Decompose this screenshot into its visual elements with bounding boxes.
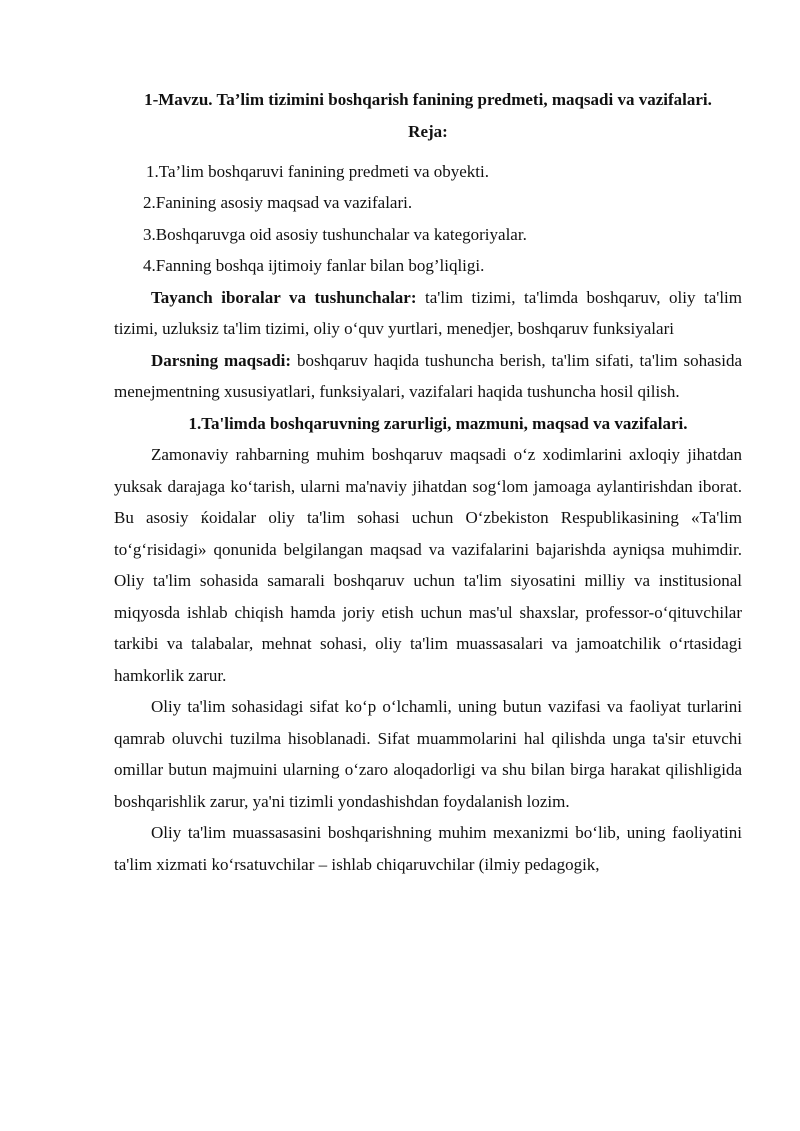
key-terms-text: ta'lim tizimi, ta'limda boshqaruv, oliy ta'lim tizimi, uzluksiz ta'lim tizimi, oliy oʻquv yurtlari, menedjer, boshqaruv funksiyalari: [114, 287, 742, 338]
document-title: 1-Mavzu. Ta’lim tizimini boshqarish fanining predmeti, maqsadi va vazifalari.: [144, 90, 712, 109]
body-paragraph: Oliy ta'lim muassasasini boshqarishning muhim mexanizmi boʻlib, uning faoliyatini ta'lim xizmati koʻrsatuvchilar – ishlab chiqaruvchilar (ilmiy pedagogik,: [114, 823, 742, 874]
document-page: [114, 84, 742, 880]
plan-list: [114, 156, 742, 282]
body-paragraph: Zamonaviy rahbarning muhim boshqaruv maqsadi oʻz xodimlarini axloqiy jihatdan yuksak darajaga koʻtarish, ularni ma'naviy jihatdan sogʻlom jamoaga aylantirishdan iborat. Bu asosiy ќoidalar oliy ta'lim sohasi uchun Oʻzbekiston Respublikasining «Ta'lim toʻgʻrisidagi» qonunida belgilangan maqsad va vazifalarini bajarishda ayniqsa muhimdir. Oliy ta'lim sohasida samarali boshqaruv uchun ta'lim siyosatini milliy va institusional miqyosda ishlab chiqish hamda joriy etish uchun mas'ul shaxslar, professor-oʻqituvchilar tarkibi va talabalar, mehnat sohasi, oliy ta'lim muassasalari va jamoatchilik oʻrtasidagi hamkorlik zarur.: [114, 445, 742, 685]
plan-item: 4.Fanning boshqa ijtimoiy fanlar bilan bog’liqligi.: [143, 256, 485, 275]
section-heading: 1.Ta'limda boshqaruvning zarurligi, mazmuni, maqsad va vazifalari.: [188, 413, 688, 433]
key-terms-paragraph: [114, 282, 742, 345]
lesson-goal-text: boshqaruv haqida tushuncha berish, ta'lim sifati, ta'lim sohasida menejmentning xususiyatlari, funksiyalari, vazifalari haqida tushuncha hosil qilish.: [114, 350, 743, 401]
key-terms-label: Tayanch iboralar va tushunchalar:: [151, 287, 417, 307]
plan-item: 3.Boshqaruvga oid asosiy tushunchalar va kategoriyalar.: [143, 224, 527, 244]
plan-heading: Reja:: [408, 122, 448, 141]
plan-item: 1.Ta’lim boshqaruvi fanining predmeti va obyekti.: [146, 161, 489, 181]
lesson-goal-label: Darsning maqsadi:: [151, 350, 292, 370]
lesson-goal-paragraph: [114, 345, 742, 408]
plan-item: 2.Fanining asosiy maqsad va vazifalari.: [143, 193, 413, 212]
body-paragraph: Oliy ta'lim sohasidagi sifat koʻp oʻlchamli, uning butun vazifasi va faoliyat turlarini qamrab oluvchi tuzilma hisoblanadi. Sifat muammolarini hal qilishda unga ta'sir etuvchi omillar butun majmuini ularning oʻzaro aloqadorligi va shu bilan birga harakat qilishligida boshqarishlik zarur, ya'ni tizimli yondashishdan foydalanish lozim.: [114, 697, 742, 811]
